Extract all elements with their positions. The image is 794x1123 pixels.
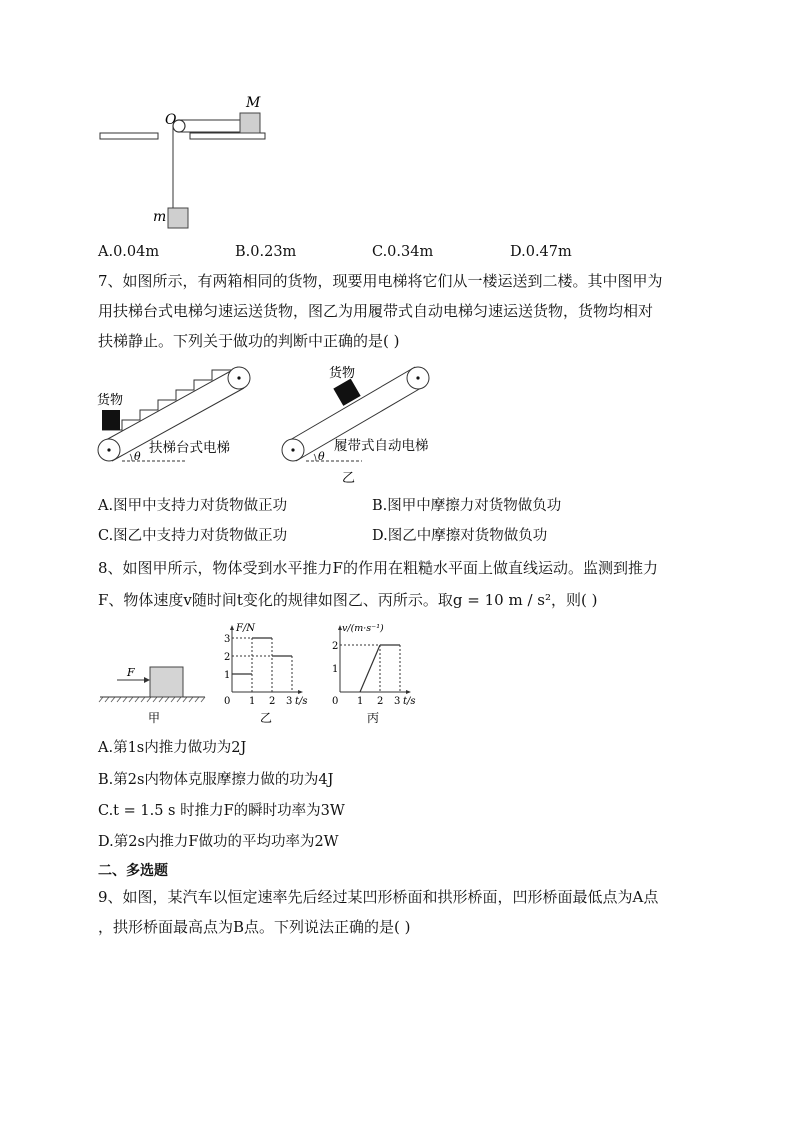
f-x-label: t/s bbox=[295, 696, 308, 707]
velocity-time-graph bbox=[338, 625, 411, 694]
q7-line-2: 用扶梯台式电梯匀速运送货物，图乙为用履带式自动电梯匀速运送货物，货物均相对 bbox=[98, 302, 654, 320]
elevator-figure bbox=[92, 360, 462, 490]
q8-line-1: 8、如图甲所示，物体受到水平推力F的作用在粗糙水平面上做直线运动。监测到推力 bbox=[98, 559, 658, 577]
v-t-tick-3: 3 bbox=[394, 696, 401, 707]
cargo-label-right: 货物 bbox=[329, 366, 356, 381]
q6-option-c[interactable]: C.0.34m bbox=[372, 244, 434, 260]
pulley-figure bbox=[95, 90, 275, 235]
block-on-ground bbox=[99, 667, 205, 702]
cargo-label-left: 货物 bbox=[97, 393, 124, 408]
q8-option-b[interactable]: B.第2s内物体克服摩擦力做的功为4J bbox=[98, 772, 334, 788]
f-tick-3: 3 bbox=[224, 634, 231, 645]
q7-line-3: 扶梯静止。下列关于做功的判断中正确的是( ) bbox=[98, 332, 400, 350]
q7-option-b[interactable]: B.图甲中摩擦力对货物做负功 bbox=[372, 498, 562, 514]
force-label: F bbox=[127, 666, 135, 679]
q6-option-d[interactable]: D.0.47m bbox=[510, 244, 572, 260]
q9-line-1: 9、如图，某汽车以恒定速率先后经过某凹形桥面和拱形桥面，凹形桥面最低点为A点 bbox=[98, 888, 659, 906]
v-tick-1: 1 bbox=[332, 664, 339, 675]
caption-yi: 乙 bbox=[342, 471, 356, 486]
v-x-label: t/s bbox=[403, 696, 416, 707]
f-tick-1: 1 bbox=[224, 670, 231, 681]
f-t-tick-2: 2 bbox=[269, 696, 276, 707]
f-tick-2: 2 bbox=[224, 652, 231, 663]
q8-option-c[interactable]: C.t = 1.5 s 时推力F的瞬时功率为3W bbox=[98, 803, 345, 819]
v-t-tick-2: 2 bbox=[377, 696, 384, 707]
force-velocity-figure bbox=[95, 620, 435, 732]
caption-jia-8: 甲 bbox=[148, 711, 161, 725]
caption-yi-8: 乙 bbox=[260, 711, 273, 725]
v-origin: 0 bbox=[332, 696, 339, 707]
q7-option-d[interactable]: D.图乙中摩擦对货物做负功 bbox=[372, 528, 548, 544]
label-M: M bbox=[246, 95, 261, 111]
v-axis-label: v/(m·s⁻¹) bbox=[342, 623, 384, 634]
theta-left: θ bbox=[134, 450, 141, 463]
v-tick-2: 2 bbox=[332, 641, 339, 652]
q8-option-d[interactable]: D.第2s内推力F做功的平均功率为2W bbox=[98, 834, 339, 850]
theta-right: θ bbox=[318, 450, 325, 463]
f-axis-label: F/N bbox=[236, 623, 256, 634]
q6-option-b[interactable]: B.0.23m bbox=[235, 244, 297, 260]
force-time-graph bbox=[230, 625, 303, 694]
q6-option-a[interactable]: A.0.04m bbox=[98, 244, 160, 260]
q7-option-a[interactable]: A.图甲中支持力对货物做正功 bbox=[98, 498, 288, 514]
caption-bing-8: 丙 bbox=[367, 711, 380, 725]
f-t-tick-3: 3 bbox=[286, 696, 293, 707]
v-t-tick-1: 1 bbox=[357, 696, 364, 707]
q9-line-2: ，拱形桥面最高点为B点。下列说法正确的是( ) bbox=[98, 918, 411, 936]
label-O: O bbox=[165, 112, 177, 128]
q7-line-1: 7、如图所示，有两箱相同的货物，现要用电梯将它们从一楼运送到二楼。其中图甲为 bbox=[98, 272, 663, 290]
belt-elevator-label: 履带式自动电梯 bbox=[334, 438, 429, 454]
q7-option-c[interactable]: C.图乙中支持力对货物做正功 bbox=[98, 528, 288, 544]
f-t-tick-1: 1 bbox=[249, 696, 256, 707]
escalator-label: 扶梯台式电梯 bbox=[149, 440, 230, 456]
q8-option-a[interactable]: A.第1s内推力做功为2J bbox=[98, 740, 247, 756]
label-m: m bbox=[153, 209, 167, 225]
section-heading: 二、多选题 bbox=[98, 863, 168, 879]
f-origin: 0 bbox=[224, 696, 231, 707]
q8-line-2: F、物体速度v随时间t变化的规律如图乙、丙所示。取g = 10 m / s²，则( ) bbox=[98, 591, 598, 609]
